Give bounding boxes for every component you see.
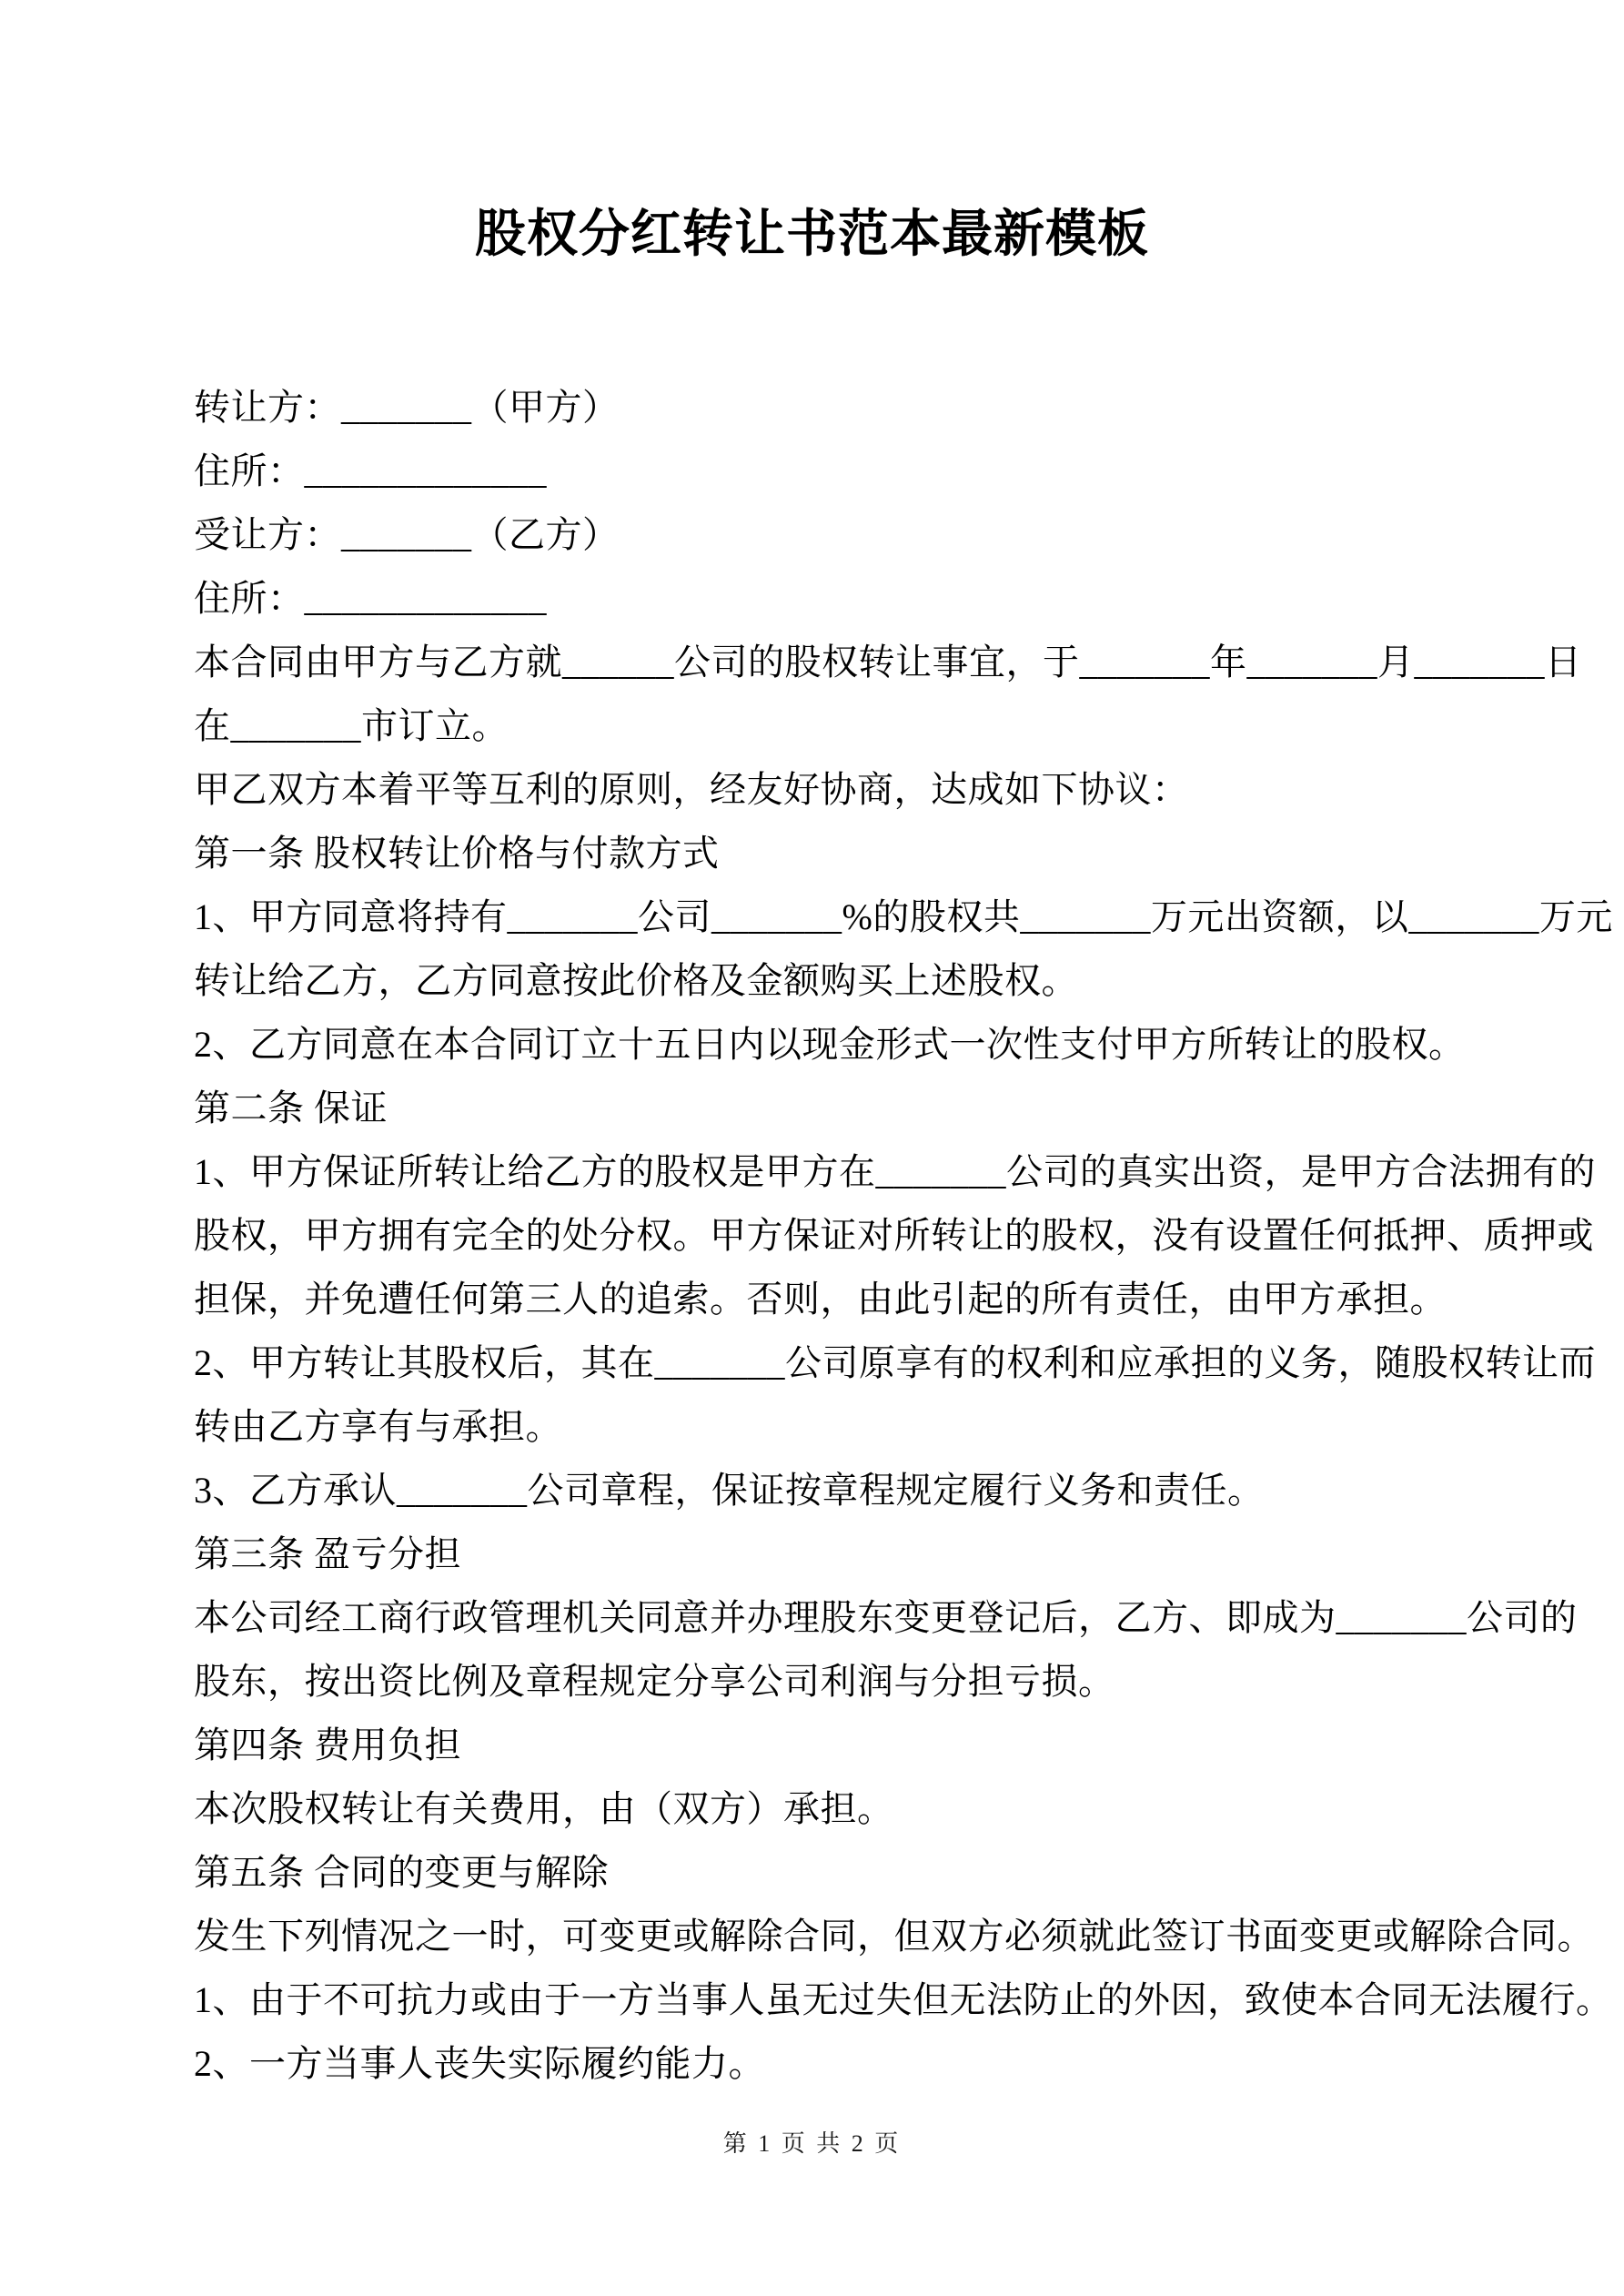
document-line: 本公司经工商行政管理机关同意并办理股东变更登记后，乙方、即成为_______公司的 xyxy=(194,1597,1578,1638)
document-line: 2、甲方转让其股权后，其在_______公司原享有的权利和应承担的义务，随股权转让而 xyxy=(194,1342,1596,1383)
document-line: 1、由于不可抗力或由于一方当事人虽无过失但无法防止的外因，致使本合同无法履行。 xyxy=(194,1979,1613,2020)
document-line: 本合同由甲方与乙方就______公司的股权转让事宜，于_______年_______月_______日 xyxy=(194,642,1582,683)
document-line: 第五条 合同的变更与解除 xyxy=(194,1852,609,1893)
document-line: 第一条 股权转让价格与付款方式 xyxy=(194,833,720,874)
document-line: 1、甲方保证所转让给乙方的股权是甲方在_______公司的真实出资，是甲方合法拥有的 xyxy=(194,1151,1596,1192)
page-number-footer: 第 1 页 共 2 页 xyxy=(722,2130,902,2157)
document-line: 2、乙方同意在本合同订立十五日内以现金形式一次性支付甲方所转让的股权。 xyxy=(194,1024,1466,1065)
document-line: 本次股权转让有关费用，由（双方）承担。 xyxy=(194,1788,894,1829)
document-line: 股权，甲方拥有完全的处分权。甲方保证对所转让的股权，没有设置任何抵押、质押或 xyxy=(194,1215,1594,1256)
document-line: 第三条 盈亏分担 xyxy=(194,1533,461,1574)
document-line: 受让方：_______（乙方） xyxy=(194,514,620,555)
document-line: 股东，按出资比例及章程规定分享公司利润与分担亏损。 xyxy=(194,1661,1115,1702)
document-line: 3、乙方承认_______公司章程，保证按章程规定履行义务和责任。 xyxy=(194,1470,1265,1511)
document-line: 在_______市订立。 xyxy=(194,705,509,746)
document-line: 住所：_____________ xyxy=(194,450,547,491)
document-line: 担保，并免遭任何第三人的追索。否则，由此引起的所有责任，由甲方承担。 xyxy=(194,1279,1447,1320)
document-line: 发生下列情况之一时，可变更或解除合同，但双方必须就此签订书面变更或解除合同。 xyxy=(194,1916,1594,1957)
document-line: 住所：_____________ xyxy=(194,578,547,619)
document-line: 甲乙双方本着平等互利的原则，经友好协商，达成如下协议： xyxy=(194,769,1189,810)
document-line: 第四条 费用负担 xyxy=(194,1725,461,1765)
document-line: 2、一方当事人丧失实际履约能力。 xyxy=(194,2043,765,2084)
document-body xyxy=(194,376,1613,2096)
document-line: 转让方：_______（甲方） xyxy=(194,387,620,428)
document-line: 转由乙方享有与承担。 xyxy=(194,1406,562,1447)
document-line: 第二条 保证 xyxy=(194,1087,388,1128)
document-line: 1、甲方同意将持有_______公司_______%的股权共_______万元出资额，以_______万元 xyxy=(194,896,1613,937)
document-title: 股权分红转让书范本最新模板 xyxy=(475,207,1149,263)
document-line: 转让给乙方，乙方同意按此价格及金额购买上述股权。 xyxy=(194,960,1078,1001)
